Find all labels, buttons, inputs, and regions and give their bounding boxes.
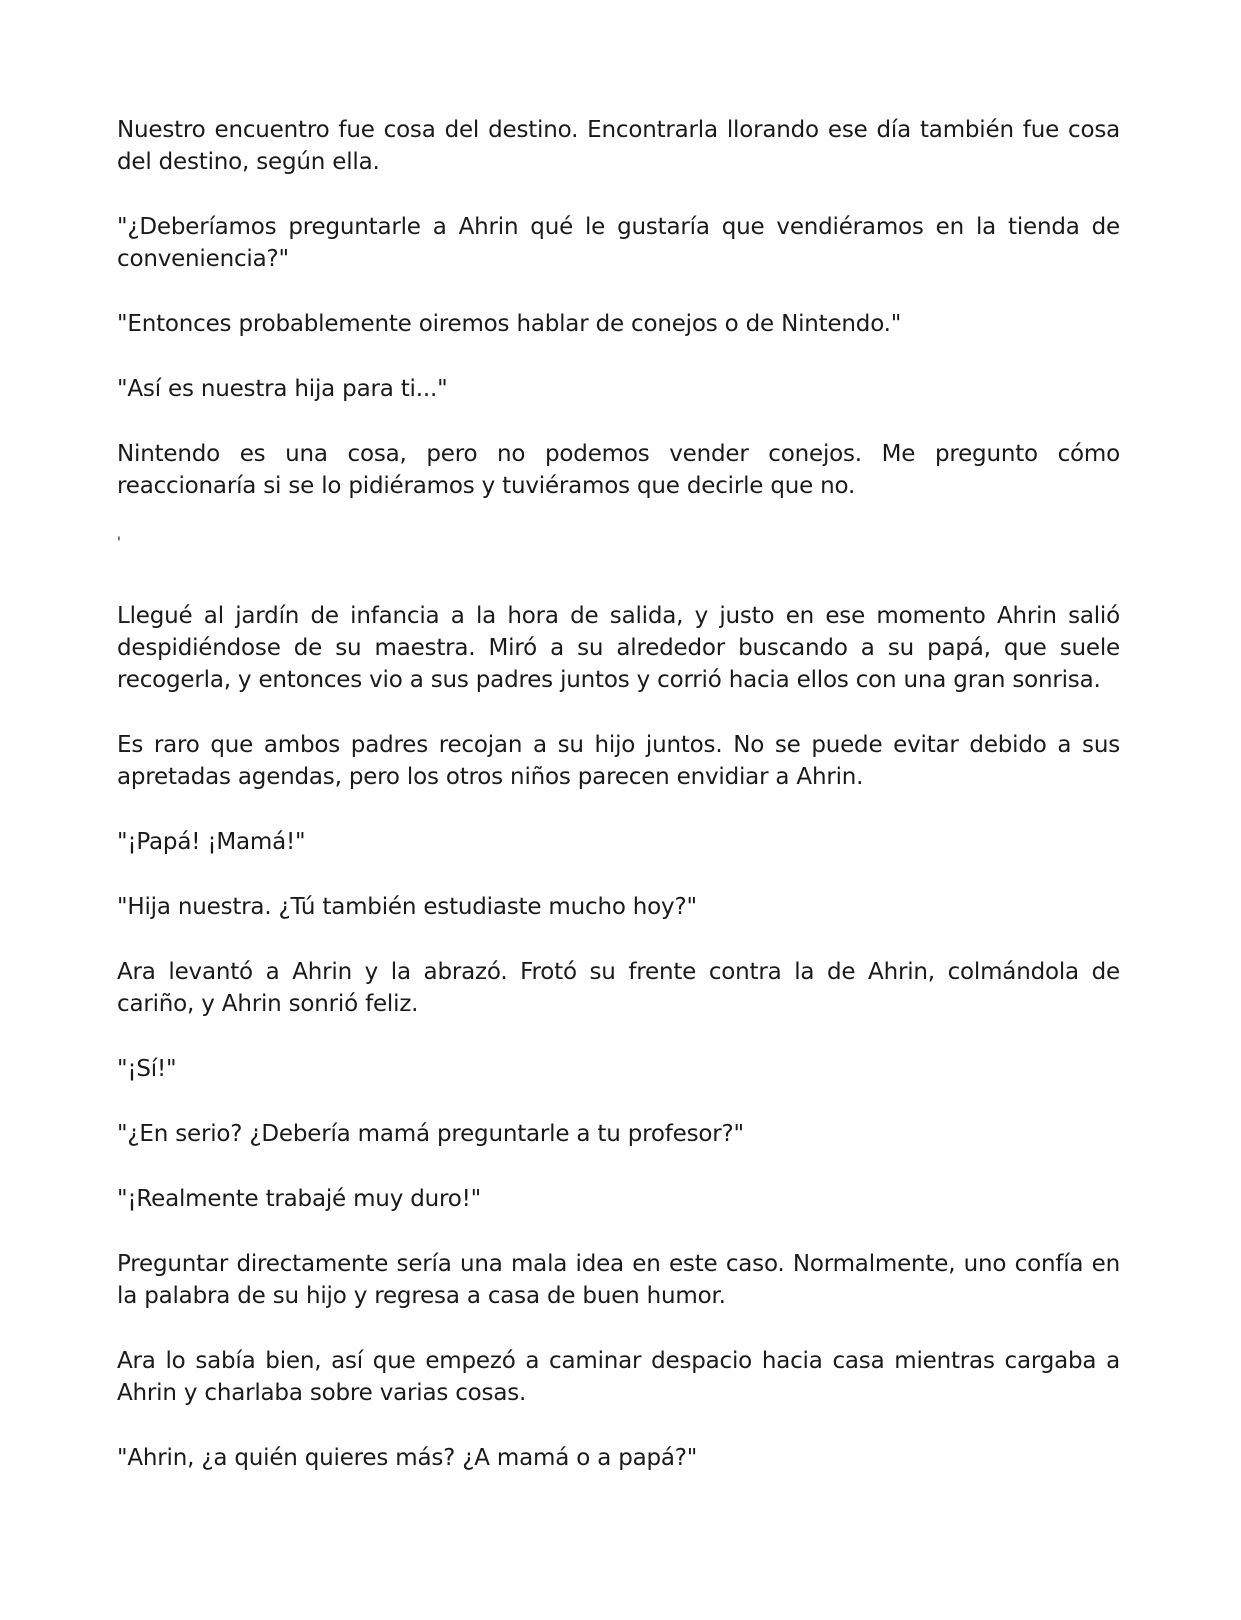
paragraph: "Así es nuestra hija para ti..." (117, 376, 448, 402)
scene-break-mark: ' (117, 535, 121, 551)
document-page (117, 114, 1120, 1507)
paragraph: Nintendo es una cosa, pero no podemos vender conejos. Me pregunto cómo reaccionaría si se lo pidiéramos y tuviéramos que decirle que no. (117, 441, 1120, 499)
paragraph: "Hija nuestra. ¿Tú también estudiaste mucho hoy?" (117, 894, 697, 920)
paragraph: "Entonces probablemente oiremos hablar de conejos o de Nintendo." (117, 311, 902, 337)
paragraph: "¡Papá! ¡Mamá!" (117, 829, 306, 855)
paragraph: "¡Realmente trabajé muy duro!" (117, 1186, 482, 1212)
paragraph: Preguntar directamente sería una mala idea en este caso. Normalmente, uno confía en la palabra de su hijo y regresa a casa de buen humor. (117, 1251, 1120, 1309)
paragraph: "¡Sí!" (117, 1056, 177, 1082)
paragraph: Llegué al jardín de infancia a la hora de salida, y justo en ese momento Ahrin salió despidiéndose de su maestra. Miró a su alrededor buscando a su papá, que suele recogerla, y entonces vio a sus padres juntos y corrió hacia ellos con una gran sonrisa. (117, 603, 1120, 693)
paragraph: "Ahrin, ¿a quién quieres más? ¿A mamá o a papá?" (117, 1445, 698, 1471)
paragraph: "¿Deberíamos preguntarle a Ahrin qué le gustaría que vendiéramos en la tienda de conveniencia?" (117, 214, 1120, 272)
paragraph: Ara lo sabía bien, así que empezó a caminar despacio hacia casa mientras cargaba a Ahrin y charlaba sobre varias cosas. (117, 1348, 1120, 1406)
paragraph: "¿En serio? ¿Debería mamá preguntarle a tu profesor?" (117, 1121, 744, 1147)
paragraph: Es raro que ambos padres recojan a su hijo juntos. No se puede evitar debido a sus apretadas agendas, pero los otros niños parecen envidiar a Ahrin. (117, 732, 1120, 790)
paragraph: Ara levantó a Ahrin y la abrazó. Frotó su frente contra la de Ahrin, colmándola de cariño, y Ahrin sonrió feliz. (117, 959, 1120, 1017)
paragraph: Nuestro encuentro fue cosa del destino. Encontrarla llorando ese día también fue cosa del destino, según ella. (117, 117, 1120, 175)
